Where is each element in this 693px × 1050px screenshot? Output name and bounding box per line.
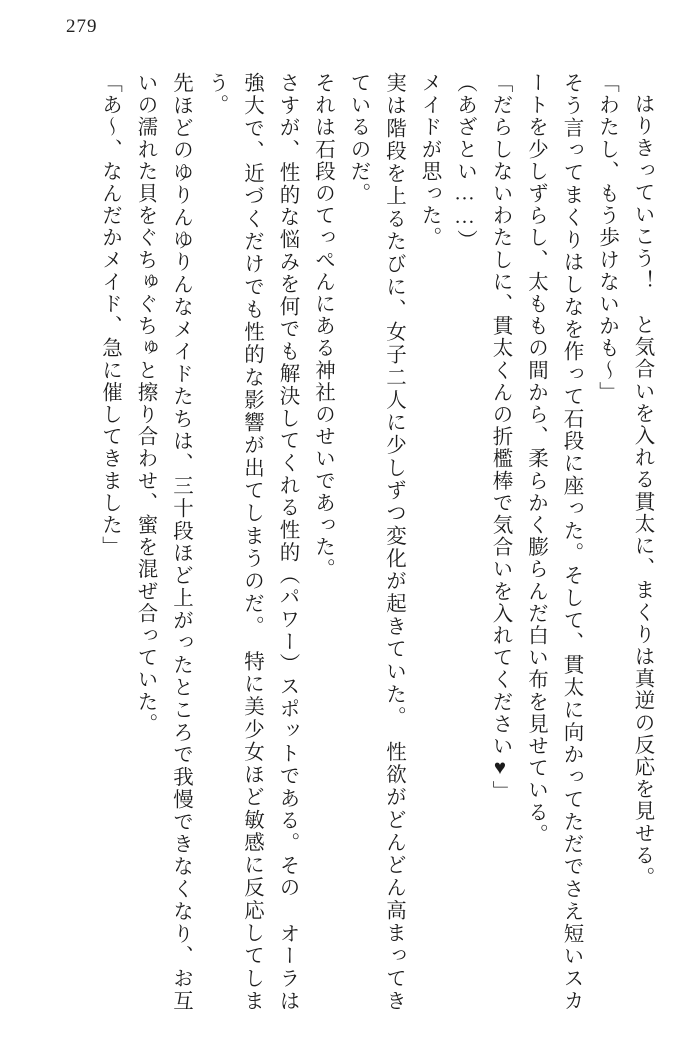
paragraph: （あざとい……） [453, 72, 476, 252]
paragraph: メイドが思った。 [418, 72, 440, 249]
paragraph: そう言ってまくりはしなを作って石段に座った。そして、貫太に向かってただでさえ短いスカートを少しずらし、太ももの間から、柔らかく膨らんだ白い布を見せている。 [524, 72, 582, 1012]
page-body-text [34, 72, 659, 1012]
page-number: 279 [66, 16, 98, 37]
paragraph: 実は階段を上るたびに、女子二人に少しずつ変化が起きていた。 性欲がどんどん高まってきているのだ。 [347, 72, 405, 1012]
paragraph: さすが、性的な悩みを何でも解決してくれる性的（パワー）スポットである。その オーラは強大で、近づくだけでも性的な影響が出てしまうのだ。 特に美少女ほど敏感に反応してしまう。 [205, 72, 298, 1012]
paragraph: それは石段のてっぺんにある神社のせいであった。 [311, 72, 334, 581]
paragraph: 「だらしないわたしに、貫太くんの折檻棒で気合いを入れてください♥」 [489, 72, 511, 803]
paragraph: はりきっていこう！ と気合いを入れる貫太に、まくりは真逆の反応を見せる。 [631, 92, 653, 889]
paragraph: 先ほどのゆりんゆりんなメイドたちは、三十段ほど上がったところで我慢できなくなり、お互いの濡れた貝をぐちゅぐちゅと擦り合わせ、蜜を混ぜ合っていた。 [134, 72, 192, 1012]
paragraph: 「わたし、もう歩けないかも〜」 [595, 72, 618, 404]
paragraph: 「あ〜、なんだかメイド、急に催してきました」 [98, 72, 121, 559]
